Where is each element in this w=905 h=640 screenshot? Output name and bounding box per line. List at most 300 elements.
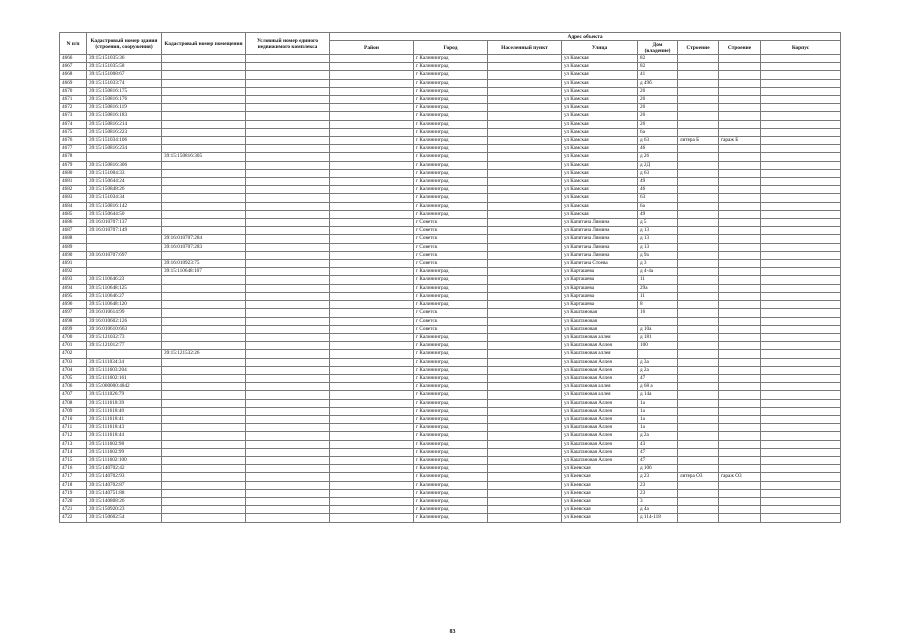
cell-district [330,227,414,235]
cell-structure [719,63,761,71]
cell-settlement [488,301,562,309]
cell-building [678,104,719,112]
cell-house: д 13 [638,227,678,235]
cell-block [761,87,841,95]
cell-house: д 114-118 [638,514,678,522]
cell-district [330,424,414,432]
cell-street: ул Камская [562,202,638,210]
cell-cad-room [162,448,246,456]
cell-city: г Советск [414,219,488,227]
cell-cad-room: 39:15:121532:26 [162,350,246,358]
cell-structure [719,497,761,505]
cell-cond-number [246,292,330,300]
cell-cond-number [246,161,330,169]
cell-district [330,481,414,489]
cell-cad-building: 39:15:150816:119 [87,104,162,112]
cell-num: 4696 [60,301,87,309]
cell-num: 4685 [60,210,87,218]
cell-street: ул Киевская [562,465,638,473]
header-cad-building: Кадастровый номер здания (строения, сооружения) [87,33,162,55]
cell-cond-number [246,55,330,63]
cell-cad-room [162,161,246,169]
cell-building [678,325,719,333]
cell-cad-room [162,112,246,120]
cell-house: 11 [638,292,678,300]
cell-street: ул Камская [562,79,638,87]
cell-cond-number [246,317,330,325]
cell-cad-room [162,284,246,292]
cell-cad-building: 39:15:151035:36 [87,55,162,63]
cell-cond-number [246,473,330,481]
cell-street: ул Каштановая Аллея [562,415,638,423]
cell-settlement [488,432,562,440]
header-num: N п/п [60,33,87,55]
cell-house: д 106 [638,465,678,473]
cell-settlement [488,161,562,169]
cell-cond-number [246,374,330,382]
cell-cad-room [162,276,246,284]
cell-block [761,186,841,194]
cell-street: ул Киевская [562,489,638,497]
cell-city: г Калининград [414,202,488,210]
cell-block [761,104,841,112]
cell-settlement [488,325,562,333]
cell-house: д 3а [638,358,678,366]
cell-district [330,104,414,112]
cell-street: ул Камская [562,137,638,145]
cell-cad-room [162,128,246,136]
cell-building [678,71,719,79]
cell-cad-room [162,497,246,505]
cell-street: ул Каштановая Аллея [562,358,638,366]
cell-building [678,358,719,366]
cell-settlement [488,112,562,120]
cell-block [761,137,841,145]
cell-structure [719,309,761,317]
cell-cad-room [162,465,246,473]
cell-house: 82 [638,63,678,71]
cell-cad-building: 39:16:010602:126 [87,317,162,325]
cell-street: ул Камская [562,169,638,177]
cell-structure [719,415,761,423]
cell-building [678,63,719,71]
cell-house: д 63 [638,137,678,145]
cell-city: г Калининград [414,407,488,415]
cell-block [761,210,841,218]
cell-cond-number [246,350,330,358]
header-settlement: Населенный пункт [488,41,562,55]
cell-cond-number [246,153,330,161]
cell-structure [719,55,761,63]
table-row [60,481,841,489]
cell-house: 1а [638,399,678,407]
cell-cad-building: 39:15:111618:43 [87,424,162,432]
cell-block [761,333,841,341]
cell-cad-room: 39:15:110648:107 [162,268,246,276]
cell-settlement [488,276,562,284]
cell-cad-room [162,383,246,391]
header-street: Улица [562,41,638,55]
cell-city: г Калининград [414,268,488,276]
cell-city: г Калининград [414,169,488,177]
cell-building [678,391,719,399]
cell-cad-building: 39:15:150816:214 [87,120,162,128]
cell-settlement [488,497,562,505]
cell-num: 4672 [60,104,87,112]
cell-settlement [488,391,562,399]
cell-settlement [488,424,562,432]
cell-cad-room [162,374,246,382]
cell-cond-number [246,276,330,284]
cell-street: ул Камская [562,63,638,71]
register-sheet [59,32,840,523]
cell-building [678,383,719,391]
cell-block [761,506,841,514]
cell-cond-number [246,87,330,95]
cell-settlement [488,333,562,341]
cell-district [330,79,414,87]
table-row [60,383,841,391]
cell-district [330,366,414,374]
cell-district [330,448,414,456]
cell-num: 4705 [60,374,87,382]
cell-street: ул Капитана Стоева [562,260,638,268]
cell-street: ул Каштановая Аллея [562,432,638,440]
cell-settlement [488,79,562,87]
cell-building [678,284,719,292]
cell-street: ул Киевская [562,514,638,522]
cell-num: 4702 [60,350,87,358]
cell-block [761,128,841,136]
cell-settlement [488,473,562,481]
cell-structure [719,112,761,120]
cell-cad-room [162,194,246,202]
cell-block [761,284,841,292]
table-row [60,79,841,87]
cell-cad-room: 39:15:150816:305 [162,153,246,161]
cell-building [678,440,719,448]
cell-block [761,145,841,153]
cell-building [678,448,719,456]
cell-settlement [488,235,562,243]
cell-settlement [488,440,562,448]
cell-building [678,309,719,317]
cell-num: 4700 [60,333,87,341]
cell-district [330,268,414,276]
cell-district [330,219,414,227]
cell-building [678,145,719,153]
cell-cond-number [246,120,330,128]
cell-city: г Калининград [414,424,488,432]
cell-cond-number [246,63,330,71]
cell-settlement [488,153,562,161]
cell-city: г Калининград [414,374,488,382]
cell-block [761,514,841,522]
cell-cond-number [246,268,330,276]
cell-num: 4673 [60,112,87,120]
cell-building [678,276,719,284]
cell-structure [719,145,761,153]
cell-building [678,79,719,87]
cell-district [330,260,414,268]
cell-street: ул Камская [562,128,638,136]
cell-district [330,440,414,448]
cell-house: 49 [638,178,678,186]
cell-city: г Калининград [414,145,488,153]
cell-num: 4692 [60,268,87,276]
cell-block [761,161,841,169]
cell-street: ул Карташева [562,268,638,276]
cell-block [761,424,841,432]
cell-street: ул Каштановая [562,325,638,333]
cell-block [761,358,841,366]
cell-settlement [488,309,562,317]
cell-num: 4714 [60,448,87,456]
cell-settlement [488,317,562,325]
cell-structure [719,243,761,251]
cell-district [330,71,414,79]
cell-structure [719,219,761,227]
cell-cad-building: 39:15:140808:26 [87,497,162,505]
cell-block [761,391,841,399]
cell-cad-room [162,440,246,448]
cell-cond-number [246,415,330,423]
cell-building [678,55,719,63]
cell-district [330,465,414,473]
cell-cad-room [162,169,246,177]
cell-cond-number [246,506,330,514]
cell-cad-room [162,301,246,309]
cell-house: 1а [638,424,678,432]
cell-block [761,465,841,473]
cell-city: г Калининград [414,473,488,481]
cell-street: ул Каштановая Аллея [562,424,638,432]
cell-cad-building [87,235,162,243]
header-house: Дом (владение) [638,41,678,55]
cell-house: д 49б [638,79,678,87]
table-row [60,137,841,145]
cell-cad-building: 39:15:111026:79 [87,391,162,399]
cell-street: ул Камская [562,186,638,194]
cell-structure [719,96,761,104]
cell-house: 6а [638,202,678,210]
cell-district [330,55,414,63]
cell-settlement [488,194,562,202]
cell-structure [719,178,761,186]
table-row [60,63,841,71]
cell-building [678,96,719,104]
table-row [60,210,841,218]
cell-building [678,514,719,522]
cell-settlement [488,243,562,251]
cell-block [761,194,841,202]
cell-cad-building: 39:15:150816:306 [87,161,162,169]
cell-building [678,112,719,120]
table-row [60,169,841,177]
cell-settlement [488,219,562,227]
table-row [60,350,841,358]
cell-settlement [488,71,562,79]
cell-street: ул Киевская [562,473,638,481]
table-row [60,268,841,276]
cell-cad-room [162,407,246,415]
cell-street: ул Карташева [562,301,638,309]
cell-house: д 10а [638,325,678,333]
cell-district [330,358,414,366]
cell-street: ул Каштановая аллея [562,391,638,399]
cell-settlement [488,383,562,391]
cell-street: ул Камская [562,161,638,169]
cell-cad-building [87,268,162,276]
cell-structure [719,202,761,210]
cell-cad-building: 39:15:111618:41 [87,415,162,423]
cell-street: ул Каштановая Аллея [562,342,638,350]
cell-house: 82 [638,55,678,63]
cell-num: 4713 [60,440,87,448]
table-row [60,506,841,514]
cell-cad-building: 39:15:000000:4842 [87,383,162,391]
cell-settlement [488,178,562,186]
cell-block [761,63,841,71]
cell-district [330,374,414,382]
cell-house: 23 [638,489,678,497]
cell-cond-number [246,497,330,505]
cell-city: г Калининград [414,276,488,284]
cell-block [761,383,841,391]
cell-num: 4666 [60,55,87,63]
cell-cad-building: 39:15:150816:223 [87,128,162,136]
cell-structure [719,448,761,456]
cell-cad-room [162,120,246,128]
cell-cad-room [162,79,246,87]
cell-cad-building [87,243,162,251]
cell-district [330,391,414,399]
cell-city: г Советск [414,317,488,325]
cell-house: 47 [638,456,678,464]
cell-cad-room: 39:16:010707:283 [162,243,246,251]
cell-house: д 4а [638,506,678,514]
header-city: Город [414,41,488,55]
cell-structure [719,489,761,497]
cell-house: д 63 [638,169,678,177]
cell-num: 4701 [60,342,87,350]
cell-cond-number [246,424,330,432]
cell-cad-room [162,202,246,210]
cell-block [761,481,841,489]
table-row [60,424,841,432]
cell-building [678,317,719,325]
cell-house: 26 [638,104,678,112]
cell-cad-room [162,292,246,300]
cell-cad-building: 39:15:151008:67 [87,71,162,79]
cell-city: г Калининград [414,440,488,448]
cell-house: д 181 [638,333,678,341]
cell-cad-building: 39:15:150644:24 [87,178,162,186]
cell-cond-number [246,79,330,87]
cell-block [761,317,841,325]
cell-structure [719,292,761,300]
cell-house: 1а [638,407,678,415]
cell-cad-room [162,309,246,317]
cell-house: 3 [638,497,678,505]
cell-street: ул Каштановая Аллея [562,407,638,415]
cell-structure [719,465,761,473]
cell-block [761,276,841,284]
table-row [60,251,841,259]
cell-settlement [488,465,562,473]
cell-city: г Калининград [414,497,488,505]
cell-cond-number [246,448,330,456]
cell-building [678,465,719,473]
cell-cad-room [162,55,246,63]
table-row [60,145,841,153]
table-row [60,55,841,63]
table-row [60,440,841,448]
cell-district [330,243,414,251]
cell-structure [719,276,761,284]
cell-cad-building: 39:16:010610:663 [87,325,162,333]
cell-cond-number [246,186,330,194]
cell-settlement [488,284,562,292]
cell-street: ул Камская [562,96,638,104]
cell-structure [719,350,761,358]
cell-building [678,178,719,186]
cell-cad-room [162,506,246,514]
cell-settlement [488,350,562,358]
cell-building [678,374,719,382]
cell-street: ул Камская [562,145,638,153]
cell-building [678,333,719,341]
cell-street: ул Капитана Лямина [562,227,638,235]
cell-house: д 2а [638,432,678,440]
cell-house: д 2Д [638,161,678,169]
cell-building [678,350,719,358]
cell-cond-number [246,358,330,366]
cell-cad-room [162,317,246,325]
table-row [60,489,841,497]
cell-house: 46 [638,145,678,153]
table-row [60,292,841,300]
cell-num: 4718 [60,481,87,489]
cell-city: г Калининград [414,120,488,128]
cell-cond-number [246,325,330,333]
cell-num: 4698 [60,317,87,325]
cell-district [330,112,414,120]
cell-structure [719,153,761,161]
cell-block [761,169,841,177]
cell-block [761,342,841,350]
cell-num: 4676 [60,137,87,145]
cell-city: г Калининград [414,489,488,497]
cell-street: ул Капитана Лямина [562,243,638,251]
cell-district [330,383,414,391]
cell-district [330,473,414,481]
cell-street: ул Киевская [562,481,638,489]
cell-city: г Калининград [414,104,488,112]
cell-cond-number [246,489,330,497]
table-row [60,186,841,194]
cell-city: г Советск [414,260,488,268]
cell-house: д 5 [638,219,678,227]
cell-settlement [488,456,562,464]
table-row [60,366,841,374]
cell-num: 4686 [60,219,87,227]
cell-structure [719,514,761,522]
cell-cad-building: 39:15:110646:27 [87,292,162,300]
header-block: Корпус [761,41,841,55]
cell-block [761,55,841,63]
cell-district [330,506,414,514]
